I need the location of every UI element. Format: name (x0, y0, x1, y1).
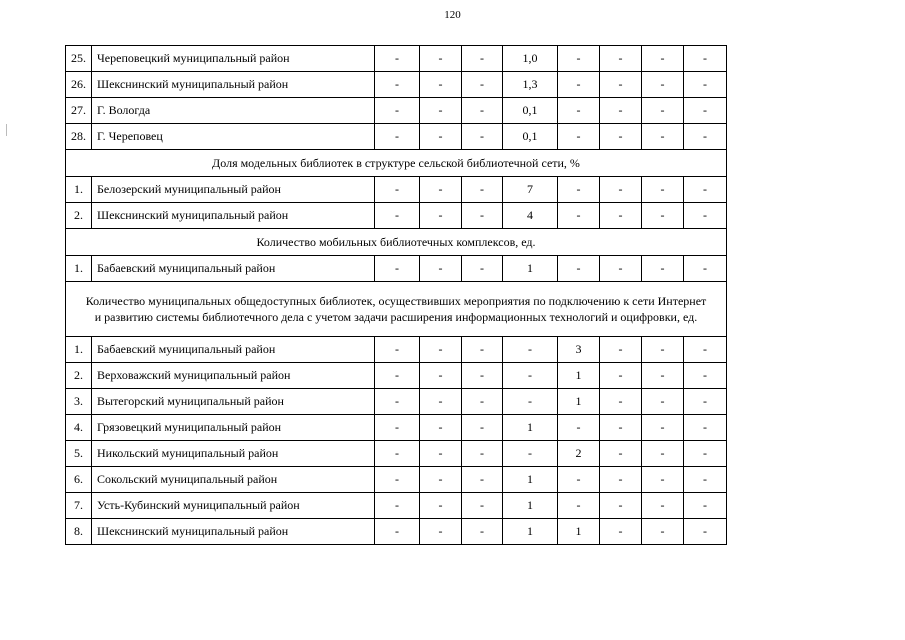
value-cell: - (684, 203, 727, 229)
value-cell: - (600, 441, 642, 467)
value-cell: - (558, 177, 600, 203)
district-name: Верховажский муниципальный район (92, 363, 375, 389)
value-cell: - (600, 203, 642, 229)
value-cell: - (462, 363, 503, 389)
table-row (66, 467, 727, 493)
value-cell: - (642, 467, 684, 493)
value-cell: - (462, 46, 503, 72)
district-name: Череповецкий муниципальный район (92, 46, 375, 72)
value-cell: - (462, 256, 503, 282)
district-name: Бабаевский муниципальный район (92, 337, 375, 363)
value-cell: - (642, 363, 684, 389)
district-name: Грязовецкий муниципальный район (92, 415, 375, 441)
row-number: 1. (66, 337, 92, 363)
value-cell: - (600, 493, 642, 519)
value-cell: 1 (503, 256, 558, 282)
row-number: 6. (66, 467, 92, 493)
value-cell: - (600, 46, 642, 72)
value-cell: - (684, 72, 727, 98)
value-cell: - (503, 441, 558, 467)
value-cell: - (642, 124, 684, 150)
row-number: 1. (66, 177, 92, 203)
value-cell: - (375, 177, 420, 203)
value-cell: - (462, 389, 503, 415)
value-cell: - (503, 337, 558, 363)
row-number: 26. (66, 72, 92, 98)
value-cell: - (462, 337, 503, 363)
district-name: Сокольский муниципальный район (92, 467, 375, 493)
value-cell: - (420, 519, 462, 545)
value-cell: - (684, 363, 727, 389)
value-cell: - (642, 177, 684, 203)
table-row (66, 124, 727, 150)
value-cell: - (642, 493, 684, 519)
value-cell: - (600, 389, 642, 415)
value-cell: - (375, 256, 420, 282)
row-number: 1. (66, 256, 92, 282)
value-cell: - (600, 467, 642, 493)
value-cell: - (503, 389, 558, 415)
value-cell: - (642, 415, 684, 441)
value-cell: 1 (558, 363, 600, 389)
table-row (66, 519, 727, 545)
value-cell: - (684, 46, 727, 72)
value-cell: - (600, 415, 642, 441)
value-cell: - (600, 72, 642, 98)
scan-mark (6, 124, 7, 136)
value-cell: 4 (503, 203, 558, 229)
value-cell: - (375, 124, 420, 150)
table-row (66, 389, 727, 415)
table-row (66, 72, 727, 98)
value-cell: - (375, 389, 420, 415)
value-cell: - (375, 415, 420, 441)
section-heading-row (66, 282, 727, 337)
value-cell: - (375, 441, 420, 467)
value-cell: - (462, 72, 503, 98)
district-name: Г. Вологда (92, 98, 375, 124)
value-cell: - (684, 256, 727, 282)
value-cell: - (642, 337, 684, 363)
value-cell: - (684, 389, 727, 415)
value-cell: - (642, 203, 684, 229)
table-row (66, 363, 727, 389)
value-cell: - (420, 415, 462, 441)
value-cell: - (462, 98, 503, 124)
row-number: 5. (66, 441, 92, 467)
value-cell: 3 (558, 337, 600, 363)
row-number: 27. (66, 98, 92, 124)
value-cell: - (600, 177, 642, 203)
value-cell: - (375, 337, 420, 363)
value-cell: - (600, 124, 642, 150)
value-cell: 7 (503, 177, 558, 203)
value-cell: - (600, 519, 642, 545)
value-cell: - (375, 467, 420, 493)
value-cell: - (420, 72, 462, 98)
district-name: Бабаевский муниципальный район (92, 256, 375, 282)
value-cell: 1,3 (503, 72, 558, 98)
value-cell: - (375, 493, 420, 519)
row-number: 28. (66, 124, 92, 150)
value-cell: - (375, 363, 420, 389)
value-cell: - (558, 46, 600, 72)
value-cell: - (420, 203, 462, 229)
row-number: 2. (66, 363, 92, 389)
row-number: 25. (66, 46, 92, 72)
value-cell: 0,1 (503, 124, 558, 150)
row-number: 8. (66, 519, 92, 545)
row-number: 7. (66, 493, 92, 519)
value-cell: - (462, 467, 503, 493)
value-cell: - (684, 177, 727, 203)
section-heading: Количество мобильных библиотечных комплексов, ед. (66, 229, 727, 256)
row-number: 4. (66, 415, 92, 441)
district-name: Шекснинский муниципальный район (92, 72, 375, 98)
value-cell: - (420, 98, 462, 124)
table-row (66, 441, 727, 467)
value-cell: - (642, 72, 684, 98)
value-cell: 0,1 (503, 98, 558, 124)
section-heading: Количество муниципальных общедоступных библиотек, осуществивших мероприятия по подключению к сети Интернет и развитию системы библиотечного дела с учетом задачи расширения информационных технологий и оцифровки, ед. (66, 282, 727, 337)
data-table (65, 45, 727, 545)
table-row (66, 415, 727, 441)
value-cell: - (642, 389, 684, 415)
district-name: Вытегорский муниципальный район (92, 389, 375, 415)
value-cell: - (420, 337, 462, 363)
value-cell: - (684, 467, 727, 493)
value-cell: - (642, 98, 684, 124)
section-heading-row (66, 229, 727, 256)
value-cell: - (600, 337, 642, 363)
value-cell: - (420, 467, 462, 493)
value-cell: - (420, 493, 462, 519)
value-cell: - (420, 389, 462, 415)
value-cell: - (600, 98, 642, 124)
page-number: 120 (444, 9, 461, 21)
value-cell: - (420, 124, 462, 150)
district-name: Усть-Кубинский муниципальный район (92, 493, 375, 519)
value-cell: - (558, 493, 600, 519)
value-cell: 1 (503, 519, 558, 545)
value-cell: 1 (503, 467, 558, 493)
value-cell: - (420, 177, 462, 203)
value-cell: - (462, 441, 503, 467)
value-cell: - (503, 363, 558, 389)
value-cell: 1,0 (503, 46, 558, 72)
value-cell: 1 (558, 389, 600, 415)
table-row (66, 46, 727, 72)
value-cell: - (462, 124, 503, 150)
value-cell: - (684, 124, 727, 150)
value-cell: 1 (503, 493, 558, 519)
value-cell: - (558, 72, 600, 98)
value-cell: - (375, 519, 420, 545)
value-cell: 2 (558, 441, 600, 467)
value-cell: - (684, 519, 727, 545)
district-name: Никольский муниципальный район (92, 441, 375, 467)
value-cell: - (558, 98, 600, 124)
value-cell: - (462, 177, 503, 203)
value-cell: - (684, 415, 727, 441)
district-name: Шекснинский муниципальный район (92, 203, 375, 229)
row-number: 2. (66, 203, 92, 229)
value-cell: - (558, 415, 600, 441)
value-cell: 1 (558, 519, 600, 545)
section-heading: Доля модельных библиотек в структуре сельской библиотечной сети, % (66, 150, 727, 177)
value-cell: - (375, 46, 420, 72)
table-row (66, 177, 727, 203)
table-row (66, 337, 727, 363)
value-cell: - (375, 98, 420, 124)
value-cell: - (420, 441, 462, 467)
value-cell: - (462, 415, 503, 441)
value-cell: - (684, 441, 727, 467)
value-cell: - (375, 203, 420, 229)
value-cell: - (462, 203, 503, 229)
value-cell: 1 (503, 415, 558, 441)
district-name: Г. Череповец (92, 124, 375, 150)
table-row (66, 98, 727, 124)
table-row (66, 256, 727, 282)
row-number: 3. (66, 389, 92, 415)
value-cell: - (642, 519, 684, 545)
value-cell: - (642, 46, 684, 72)
value-cell: - (462, 493, 503, 519)
value-cell: - (642, 441, 684, 467)
value-cell: - (558, 203, 600, 229)
section-heading-row (66, 150, 727, 177)
value-cell: - (642, 256, 684, 282)
value-cell: - (684, 98, 727, 124)
value-cell: - (420, 256, 462, 282)
district-name: Белозерский муниципальный район (92, 177, 375, 203)
value-cell: - (462, 519, 503, 545)
value-cell: - (558, 256, 600, 282)
district-name: Шекснинский муниципальный район (92, 519, 375, 545)
value-cell: - (600, 363, 642, 389)
table-row (66, 203, 727, 229)
table-body (66, 46, 727, 545)
value-cell: - (420, 46, 462, 72)
value-cell: - (558, 124, 600, 150)
value-cell: - (600, 256, 642, 282)
value-cell: - (558, 467, 600, 493)
value-cell: - (684, 337, 727, 363)
table-row (66, 493, 727, 519)
value-cell: - (420, 363, 462, 389)
value-cell: - (684, 493, 727, 519)
value-cell: - (375, 72, 420, 98)
